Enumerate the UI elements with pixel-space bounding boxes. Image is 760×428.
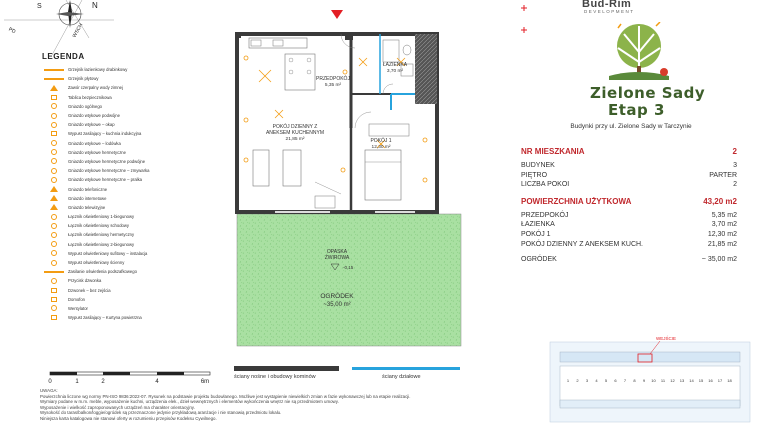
room-area-lazienka: 3,70 m² <box>386 69 404 74</box>
legend-item-label: Grzejnik płytowy <box>68 76 99 82</box>
legend-item <box>40 295 210 304</box>
legend-symbol-icon <box>40 203 68 211</box>
legend-item-label: Domofon <box>68 296 85 302</box>
legend-symbol-icon <box>40 157 68 165</box>
legend-item <box>40 304 210 313</box>
notes-title: UWAGA: <box>40 388 58 393</box>
legend-item <box>40 313 210 322</box>
site-unit-number: 11 <box>660 378 666 383</box>
note-line: Niniejsza karta katalogowa nie stanowi oferty w rozumieniu przepisów Kodeksu Cywilnego. <box>40 415 217 421</box>
site-unit-number: 14 <box>689 378 694 383</box>
legend-item-label: Grzejnik łazienkowy drabinkowy <box>68 67 128 73</box>
legend-item <box>40 258 210 267</box>
rooms-count-value: 2 <box>733 181 737 189</box>
usable-area-label: POWIERZCHNIA UŻYTKOWA <box>521 196 632 206</box>
scale-bar <box>47 368 212 388</box>
legend-item-label: Gniazdo wtykowe – okap <box>68 122 115 128</box>
legend-item-label: Wypust zasilający – Kurtyna powietrzna <box>68 315 142 321</box>
legend-item <box>40 83 210 92</box>
room-area-row-label: POKÓJ 1 <box>521 230 551 238</box>
legend-item <box>40 240 210 249</box>
notes <box>40 388 520 422</box>
scale-tick-4: 6m <box>200 379 210 385</box>
legend-list <box>40 65 210 322</box>
legend-symbol-icon <box>40 268 68 276</box>
legend-symbol-icon <box>40 185 68 193</box>
legend-item <box>40 120 210 129</box>
legend-symbol-icon <box>40 139 68 147</box>
legend-item <box>40 111 210 120</box>
brand-title-line2: Etap 3 <box>608 101 665 119</box>
legend-symbol-icon <box>40 222 68 230</box>
note-line: Powierzchnia liczone wg normy PN-ISO 9836:2022-07. Rysunek na podstawie projektu budowlanego. Możliwe jest wystąpienie niewielkich zmian w fazie wykonawczej lub na etapie realizacji. <box>40 393 411 399</box>
legend-item-label: Wypust oświetleniowy ścienny <box>68 260 125 266</box>
legend-item-label: Tablica bezpiecznikowa <box>68 94 112 100</box>
legend-item-label: Zasilanie oświetlenia podszafkowego <box>68 269 137 275</box>
legend-item-label: Wypust oświetleniowy sufitowy – instalacja <box>68 250 148 256</box>
legend-item-label: Wypust zasilający – kuchnia indukcyjna <box>68 131 142 137</box>
legend-item <box>40 157 210 166</box>
garden-row-label: OGRÓDEK <box>521 256 557 264</box>
floor-label: PIĘTRO <box>521 171 548 179</box>
room-area-row-label: POKÓJ DZIENNY Z ANEKSEM KUCH. <box>521 240 644 248</box>
legend-item-label: Gniazdo telefoniczne <box>68 186 108 192</box>
legend-item-label: Łącznik oświetleniowy 2-biegunowy <box>68 241 135 247</box>
site-unit-number: 8 <box>633 378 636 383</box>
building-label: BUDYNEK <box>521 162 555 169</box>
row-garden <box>521 255 737 265</box>
legend-symbol-icon <box>40 277 68 285</box>
company-logo-sub: DEVELOPMENT <box>584 9 635 14</box>
room-area-row-value: 3,70 m2 <box>711 221 737 229</box>
bearing-wall-label: ściany nośne i obudowy kominów <box>234 374 316 380</box>
legend-symbol-icon <box>40 314 68 322</box>
legend-item <box>40 148 210 157</box>
garden-area-label: ~35,00 m² <box>323 302 351 308</box>
site-unit-number: 12 <box>670 378 675 383</box>
site-unit-number: 4 <box>595 378 598 383</box>
legend-symbol-icon <box>40 240 68 248</box>
legend-symbol-icon <box>40 121 68 129</box>
tree-logo-icon <box>604 22 674 84</box>
legend <box>40 52 210 322</box>
usable-area-value: 43,20 m2 <box>703 196 737 206</box>
site-unit-number: 13 <box>679 378 685 383</box>
scale-tick-0: 0 <box>48 379 52 385</box>
site-unit-number: 18 <box>727 378 732 383</box>
legend-symbol-icon <box>40 295 68 303</box>
legend-item <box>40 212 210 221</box>
scale-tick-2: 2 <box>101 379 105 385</box>
legend-item <box>40 203 210 212</box>
partition-wall-swatch <box>352 367 460 370</box>
legend-symbol-icon <box>40 66 68 74</box>
note-line: Wysokość do taras/balkon/loggie/ogródek są przeznaczone jedynie przykładową aranżacje i nie stanowią przedmiotu lokalu. <box>40 410 282 416</box>
scale-tick-3: 4 <box>155 379 159 385</box>
legend-item-label: Gniazdo ogólnego <box>68 103 102 109</box>
legend-item-label: Łącznik oświetleniowy schodowy <box>68 223 129 229</box>
note-line: Wymiary podane w m.m. meble, wyposażenie kuchni, urządzenia elek., dzieł wewnętrznych i elementów wykończenia wnętrz nie są przedmiotem umowy. <box>40 399 339 405</box>
legend-symbol-icon <box>40 75 68 83</box>
legend-item-label: Łącznik oświetleniowy hermetyczny <box>68 232 135 238</box>
rooms-count-label: LICZBA POKOI <box>521 181 570 189</box>
site-unit-number: 10 <box>651 378 656 383</box>
legend-item <box>40 93 210 102</box>
legend-item <box>40 166 210 175</box>
room-area-row <box>521 230 737 240</box>
garden-label: OGRÓDEK <box>320 293 354 300</box>
legend-symbol-icon <box>40 130 68 138</box>
legend-symbol-icon <box>40 102 68 110</box>
room-area-row <box>521 211 737 221</box>
entrance-arrow <box>331 10 343 19</box>
brand-title-line1: Zielone Sady <box>590 84 706 102</box>
compass-n-label: N <box>92 1 98 10</box>
room-area-row <box>521 220 737 230</box>
apartment-number-label: NR MIESZKANIA <box>521 147 585 156</box>
site-plan <box>520 330 760 428</box>
legend-item <box>40 267 210 276</box>
strip-label-2: ŻWIROWA <box>324 255 350 261</box>
level-mark: -0,15 <box>343 265 354 270</box>
legend-symbol-icon <box>40 213 68 221</box>
legend-item-label: Gniazdo telewizyjne <box>68 204 106 210</box>
room-label-pokoj-dzienny-2: ANEKSEM KUCHENNYM <box>265 130 325 136</box>
compass-pd-label: PD <box>7 26 17 36</box>
legend-item <box>40 194 210 203</box>
legend-item-label: Zawór czerpalny wody zimnej <box>68 85 123 91</box>
row-building <box>521 161 737 171</box>
legend-item <box>40 74 210 83</box>
legend-item <box>40 276 210 285</box>
scale-tick-1: 1 <box>75 379 79 385</box>
legend-symbol-icon <box>40 231 68 239</box>
building-value: 3 <box>733 162 737 169</box>
room-area-pokoj-dzienny: 21,85 m² <box>285 137 305 142</box>
room-area-row-value: 12,30 m2 <box>707 230 737 238</box>
room-area-row-label: PRZEDPOKÓJ <box>521 211 569 219</box>
legend-item <box>40 102 210 111</box>
compass-s-label: S <box>37 3 42 10</box>
company-logo: Bud-Rim <box>582 0 632 10</box>
note-line: Wyposażenie i wielkość zaproponowanych urządzeń ma charakter orientacyjny. <box>40 404 195 410</box>
room-label-pokoj-1: POKÓJ 1 <box>370 138 392 144</box>
site-unit-number: 15 <box>698 378 704 383</box>
legend-item <box>40 221 210 230</box>
legend-symbol-icon <box>40 176 68 184</box>
apartment-details <box>521 146 737 265</box>
legend-item-label: Przycisk dzwonka <box>68 278 102 284</box>
legend-item <box>40 249 210 258</box>
legend-item-label: Wentylator <box>68 305 88 311</box>
compass-wsch-label: WSCH <box>71 22 85 39</box>
legend-item <box>40 230 210 239</box>
legend-symbol-icon <box>40 249 68 257</box>
row-usable-area <box>521 196 737 207</box>
strip-label-1: OPASKA <box>326 249 348 255</box>
legend-item-label: Gniazdo wtykowe – lodówka <box>68 140 121 146</box>
partition-wall-label: ściany działowe <box>382 374 421 380</box>
legend-item-label: Gniazdo wtykowe hermetyczne podwójne <box>68 158 146 164</box>
site-unit-number: 1 <box>566 378 570 383</box>
site-unit-number: 17 <box>717 378 723 383</box>
room-area-row-label: ŁAZIENKA <box>521 221 555 229</box>
legend-symbol-icon <box>40 148 68 156</box>
floor-value: PARTER <box>709 171 737 179</box>
legend-item-label: Gniazdo wtykowe podwójne <box>68 113 120 119</box>
legend-item <box>40 129 210 138</box>
legend-item-label: Gniazdo internetowe <box>68 195 107 201</box>
room-area-list <box>521 211 737 249</box>
garden-row-value: ~ 35,00 m2 <box>701 256 737 264</box>
legend-symbol-icon <box>40 194 68 202</box>
legend-title: LEGENDA <box>42 52 85 61</box>
notes-list <box>40 394 520 422</box>
legend-item <box>40 286 210 295</box>
garden-area <box>237 214 461 346</box>
floor-plan <box>215 0 475 360</box>
legend-item-label: Gniazdo wtykowe hermetyczne – pralka <box>68 177 143 183</box>
legend-item-label: Dzwonek – bez zejścia <box>68 287 111 293</box>
legend-item <box>40 175 210 184</box>
room-area-row-value: 21,85 m2 <box>707 240 737 248</box>
legend-item-label: Gniazdo wtykowe hermetyczne – zmywarka <box>68 168 150 174</box>
row-floor <box>521 171 737 181</box>
site-unit-number: 3 <box>585 378 589 383</box>
site-unit-number: 7 <box>623 378 627 383</box>
room-label-przedpokoj: PRZEDPOKÓJ <box>316 76 350 82</box>
site-unit-number: 5 <box>604 378 608 383</box>
site-unit-number: 9 <box>642 378 646 383</box>
legend-item <box>40 139 210 148</box>
legend-symbol-icon <box>40 93 68 101</box>
legend-symbol-icon <box>40 286 68 294</box>
legend-symbol-icon <box>40 304 68 312</box>
room-area-row <box>521 240 737 250</box>
brand-subtitle: Budynki przy ul. Zielone Sady w Tarczynie <box>570 123 692 130</box>
site-unit-number: 6 <box>614 378 617 383</box>
legend-item-label: Łącznik oświetleniowy 1-biegunowy <box>68 214 135 220</box>
room-label-lazienka: ŁAZIENKA <box>382 62 408 68</box>
legend-item <box>40 184 210 193</box>
site-entrance-label: WEJŚCIE <box>656 336 677 341</box>
legend-symbol-icon <box>40 112 68 120</box>
apartment-number-value: 2 <box>732 147 737 156</box>
legend-item <box>40 65 210 74</box>
site-unit-number: 16 <box>708 378 713 383</box>
row-apartment-number <box>521 146 737 157</box>
bearing-wall-swatch <box>234 366 339 371</box>
site-unit-number: 2 <box>576 378 579 383</box>
room-area-row-value: 5,35 m2 <box>711 211 737 219</box>
legend-symbol-icon <box>40 84 68 92</box>
legend-item-label: Gniazdo wtykowe hermetyczne <box>68 149 126 155</box>
compass-rose <box>4 0 114 55</box>
room-area-przedpokoj: 5,35 m² <box>324 83 342 88</box>
legend-symbol-icon <box>40 167 68 175</box>
legend-symbol-icon <box>40 259 68 267</box>
room-area-pokoj-1: 12,30 m² <box>371 145 391 150</box>
room-label-pokoj-dzienny-1: POKÓJ DZIENNY Z <box>272 124 318 130</box>
row-rooms-count <box>521 180 737 190</box>
